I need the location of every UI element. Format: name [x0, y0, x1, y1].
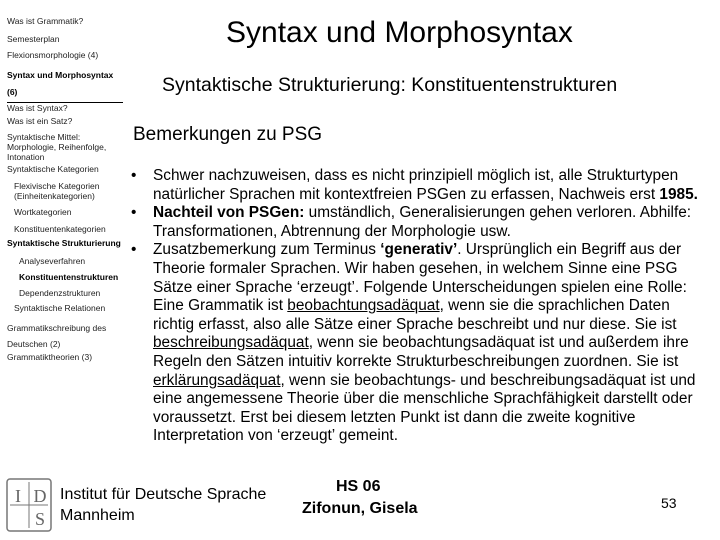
section-heading: Bemerkungen zu PSG	[133, 124, 323, 145]
bullet-icon: •	[131, 241, 137, 259]
sidebar-item-semesterplan[interactable]: Semesterplan	[7, 34, 60, 44]
bullet-icon: •	[131, 167, 137, 184]
bullet-text: . Ursprünglich ein Begriff aus der Theorie formaler Sprachen. Wir haben gesehen, in welchem Sinne eine PSG Sätze einer Sprache ‘erzeugt’. Folgende Unterscheidungen spielen eine Rolle: Eine Grammatik ist	[153, 241, 687, 315]
bullet-text: , wenn sie die sprachlichen Daten richtig erfasst, also alle Sätze einer Sprache beschreibt und nur diese. Sie ist	[153, 297, 677, 333]
list-item	[131, 241, 715, 446]
bullet-bold-lead: Nachteil von PSGen:	[153, 204, 305, 222]
footer-author: Zifonun, Gisela	[302, 500, 418, 517]
slide-subtitle: Syntaktische Strukturierung: Konstituentenstrukturen	[162, 74, 618, 96]
term-generativ: ‘generativ’	[380, 241, 458, 259]
sidebar-item-syntaktische-kategorien[interactable]: Syntaktische Kategorien	[7, 164, 99, 174]
list-item	[131, 204, 715, 241]
institute-name: Institut für Deutsche Sprache	[60, 486, 267, 503]
institute-city: Mannheim	[60, 507, 135, 524]
sidebar-item-konstituentenkategorien[interactable]: Konstituentenkategorien	[14, 224, 106, 234]
bullet-year: 1985.	[659, 185, 698, 203]
sidebar-item-flexivische-kategorien[interactable]: Flexivische Kategorien (Einheitenkategorien)	[14, 181, 100, 201]
sidebar-item-konstituentenstrukturen[interactable]: Konstituentenstrukturen	[19, 272, 119, 282]
bullet-icon: •	[131, 204, 137, 222]
bullet-text: Zusatzbemerkung zum Terminus	[153, 241, 381, 259]
sidebar-item-was-ist-grammatik[interactable]: Was ist Grammatik?	[7, 16, 84, 26]
footer-course: HS 06	[336, 478, 381, 495]
sidebar-item-was-ist-syntax[interactable]: Was ist Syntax?	[7, 103, 68, 113]
bullet-text: umständlich, Generalisierungen gehen verloren. Abhilfe: Transformationen, Abtrennung der Morphologie usw.	[153, 204, 692, 240]
bullet-text: , wenn sie beobachtungs- und beschreibungsadäquat ist und eine angemessene Theorie über die menschliche Sprachfähigkeit darstellt oder voraussetzt. Erst bei diesem letzten Punkt ist dann die zweite kognitive Interpretation von ‘erzeugt’ gemeint.	[153, 371, 696, 445]
sidebar-item-syntaktische-strukturierung[interactable]: Syntaktische Strukturierung	[7, 238, 121, 248]
svg-text:D: D	[33, 486, 47, 506]
sidebar-item-was-ist-ein-satz[interactable]: Was ist ein Satz?	[7, 116, 73, 126]
sidebar-item-flexionsmorphologie[interactable]: Flexionsmorphologie (4)	[7, 50, 99, 60]
sidebar-item-syntaktische-relationen[interactable]: Syntaktische Relationen	[14, 303, 106, 313]
term-beschreibungsadaequat: beschreibungsadäquat	[153, 334, 309, 352]
sidebar-item-analyseverfahren[interactable]: Analyseverfahren	[19, 256, 86, 266]
bullet-text: , wenn sie beobachtungsadäquat ist und außerdem ihre Regeln den Sätzen intuitiv korrekte Strukturbeschreibungen zuordnen. Sie ist	[153, 334, 689, 370]
page-title: Syntax und Morphosyntax	[226, 16, 573, 49]
bullet-text: Schwer nachzuweisen, dass es nicht prinzipiell möglich ist, alle Strukturtypen natürlicher Sprachen mit kontextfreien PSGen zu erfassen, Nachweis erst	[153, 167, 679, 203]
sidebar-item-syntax-morphosyntax[interactable]: Syntax und Morphosyntax (6)	[7, 67, 123, 103]
sidebar-item-wortkategorien[interactable]: Wortkategorien	[14, 207, 72, 217]
term-beobachtungsadaequat: beobachtungsadäquat	[287, 297, 440, 315]
svg-text:S: S	[34, 509, 46, 529]
sidebar-nav	[0, 0, 124, 470]
term-erklaerungsadaequat: erklärungsadäquat	[153, 371, 281, 389]
footer-institute	[60, 484, 266, 526]
page-number: 53	[661, 495, 677, 511]
sidebar-item-syntaktische-mittel[interactable]: Syntaktische Mittel: Morphologie, Reihenfolge, Intonation	[7, 132, 107, 162]
sidebar-item-grammatiktheorien[interactable]: Grammatiktheorien (3)	[7, 352, 93, 362]
bullet-list	[131, 167, 715, 446]
sidebar-item-dependenzstrukturen[interactable]: Dependenzstrukturen	[19, 288, 101, 298]
sidebar-item-grammatikschreibung[interactable]: Grammatikschreibung des Deutschen (2)	[7, 323, 107, 349]
ids-logo	[6, 478, 52, 532]
list-item	[131, 167, 715, 204]
svg-text:I: I	[15, 486, 21, 506]
